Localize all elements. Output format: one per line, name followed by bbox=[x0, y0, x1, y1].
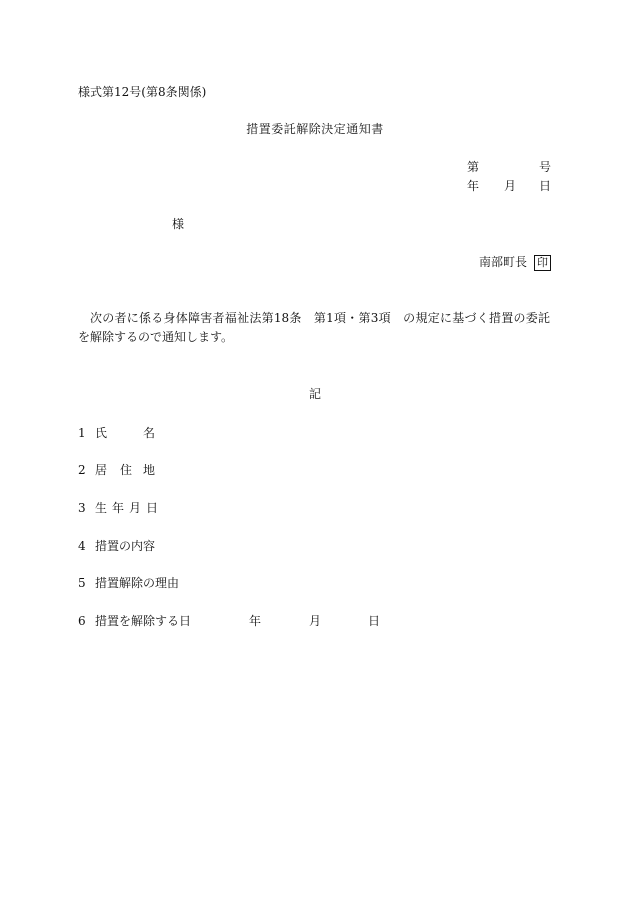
issue-date-day: 日 bbox=[539, 179, 552, 193]
document-number-prefix: 第 bbox=[467, 160, 480, 174]
document-number-suffix: 号 bbox=[539, 160, 552, 174]
recipient-honorific: 様 bbox=[172, 217, 185, 231]
item-label-name-part1: 氏 bbox=[95, 426, 108, 440]
item-label-release-reason: 措置解除の理由 bbox=[95, 576, 180, 590]
issue-date-year: 年 bbox=[467, 179, 480, 193]
form-label: 様式第12号(第8条関係) bbox=[78, 85, 207, 99]
item-number: 1 bbox=[78, 426, 86, 440]
document-title: 措置委託解除決定通知書 bbox=[246, 122, 384, 136]
item-number: 2 bbox=[78, 463, 86, 477]
release-date-day: 日 bbox=[368, 614, 381, 628]
release-date-month: 月 bbox=[309, 614, 322, 628]
release-date-year: 年 bbox=[249, 614, 262, 628]
item-label-measure-content: 措置の内容 bbox=[95, 539, 156, 553]
notice-body: 次の者に係る身体障害者福祉法第18条 第1項・第3項 の規定に基づく措置の委託を解除するので通知します。 bbox=[78, 311, 550, 344]
item-label-address-part3: 地 bbox=[143, 463, 156, 477]
record-heading: 記 bbox=[308, 387, 321, 401]
sender-block bbox=[479, 254, 551, 271]
item-number: 4 bbox=[78, 539, 86, 553]
item-label-address-part1: 居 bbox=[95, 463, 108, 477]
sender-name: 南部町長 bbox=[479, 255, 528, 269]
issue-date-month: 月 bbox=[504, 179, 517, 193]
item-label-name-part2: 名 bbox=[143, 426, 156, 440]
item-label-address-part2: 住 bbox=[120, 463, 133, 477]
item-number: 6 bbox=[78, 614, 86, 628]
item-label-release-date: 措置を解除する日 bbox=[95, 614, 192, 628]
item-number: 5 bbox=[78, 576, 86, 590]
seal-mark: 印 bbox=[534, 255, 551, 271]
item-number: 3 bbox=[78, 501, 86, 515]
item-label-birthdate: 生年月日 bbox=[95, 501, 164, 515]
